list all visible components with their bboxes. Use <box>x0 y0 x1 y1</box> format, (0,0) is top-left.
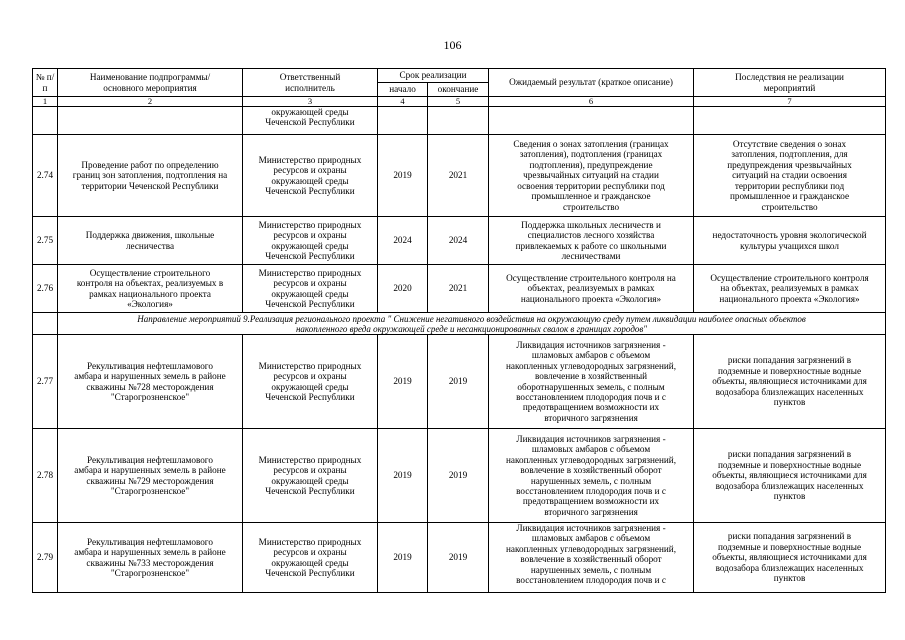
cell-end: 2019 <box>428 523 489 593</box>
cell-num: 2.79 <box>33 523 58 593</box>
cell-end: 2019 <box>428 335 489 429</box>
cell-responsible: Министерство природных ресурсов и охраны окружающей среды Чеченской Республики <box>243 523 378 593</box>
cell-consequences: Отсутствие сведения о зонах затопления, подтопления, для предупреждения чрезвычайных ситуаций на стадии освоения территории республики под промышленное и гражданское строительство <box>694 135 886 217</box>
col-number: 2 <box>58 97 243 107</box>
cell-num: 2.76 <box>33 265 58 313</box>
cell-responsible: Министерство природных ресурсов и охраны окружающей среды Чеченской Республики <box>243 429 378 523</box>
cell-name: Проведение работ по определению границ зон затопления, подтопления на территории Чеченской Республики <box>58 135 243 217</box>
header-name: Наименование подпрограммы/ основного мероприятия <box>58 69 243 97</box>
cell-result: Ликвидация источников загрязнения - шламовых амбаров с объемом накопленных углеводородных загрязнений, вовлечение в хозяйственный оборот нарушенных земель, с полным восстановлением плодородия почв и с <box>489 523 694 593</box>
cell-name: Рекультивация нефтешламового амбара и нарушенных земель в районе скважины №728 месторождения "Старогрозненское" <box>58 335 243 429</box>
section-heading: Направление мероприятий 9.Реализация регионального проекта " Снижение негативного воздействия на окружающую среду путем ликвидации наиболее опасных объектов накопленного вреда окружающей среде и несанкционированных свалок в границах городов" <box>58 313 886 335</box>
table-row <box>33 335 886 429</box>
cell-responsible: Министерство природных ресурсов и охраны окружающей среды Чеченской Республики <box>243 335 378 429</box>
header-start: начало <box>378 83 428 97</box>
cell-consequences: Осуществление строительного контроля на объектах, реализуемых в рамках национального проекта «Экология» <box>694 265 886 313</box>
cell-consequences: риски попадания загрязнений в подземные и поверхностные водные объекты, являющиеся источниками для водозабора близлежащих населенных пунктов <box>694 429 886 523</box>
header-result: Ожидаемый результат (краткое описание) <box>489 69 694 97</box>
col-number: 4 <box>378 97 428 107</box>
cell-num: 2.77 <box>33 335 58 429</box>
header-period: Срок реализации <box>378 69 489 83</box>
cell-name: Осуществление строительного контроля на объектах, реализуемых в рамках национального проекта «Экология» <box>58 265 243 313</box>
cell-end: 2024 <box>428 217 489 265</box>
cell-num: 2.75 <box>33 217 58 265</box>
cell-result: Осуществление строительного контроля на объектах, реализуемых в рамках национального проекта «Экология» <box>489 265 694 313</box>
cell-name: Рекультивация нефтешламового амбара и нарушенных земель в районе скважины №729 месторождения "Старогрозненское" <box>58 429 243 523</box>
cell-start: 2024 <box>378 217 428 265</box>
cell-end: 2021 <box>428 265 489 313</box>
cell-name: Поддержка движения, школьные лесничества <box>58 217 243 265</box>
col-number: 3 <box>243 97 378 107</box>
cell-consequences: риски попадания загрязнений в подземные и поверхностные водные объекты, являющиеся источниками для водозабора близлежащих населенных пунктов <box>694 335 886 429</box>
cell-consequences: риски попадания загрязнений в подземные и поверхностные водные объекты, являющиеся источниками для водозабора близлежащих населенных пунктов <box>694 523 886 593</box>
table-row <box>33 523 886 593</box>
table-row <box>33 135 886 217</box>
col-number: 7 <box>694 97 886 107</box>
cell-result: Поддержка школьных лесничеств и специалистов лесного хозяйства привлекаемых к работе со школьными лесничествами <box>489 217 694 265</box>
col-number: 1 <box>33 97 58 107</box>
cell-start: 2019 <box>378 335 428 429</box>
column-number-row <box>33 97 886 107</box>
cell-responsible: Министерство природных ресурсов и охраны окружающей среды Чеченской Республики <box>243 265 378 313</box>
cell-start: 2019 <box>378 429 428 523</box>
col-number: 6 <box>489 97 694 107</box>
cell-consequences: недостаточность уровня экологической культуры учащихся школ <box>694 217 886 265</box>
table-row-continuation <box>33 107 886 135</box>
table-row <box>33 265 886 313</box>
header-responsible: Ответственный исполнитель <box>243 69 378 97</box>
cell-responsible: Министерство природных ресурсов и охраны окружающей среды Чеченской Республики <box>243 135 378 217</box>
measures-table <box>32 68 886 593</box>
cell-num: 2.74 <box>33 135 58 217</box>
cell-result: Ликвидация источников загрязнения - шламовых амбаров с объемом накопленных углеводородных загрязнений, вовлечение в хозяйственный оборотнарушенных земель, с полным восстановлением плодородия почв и с предотвращением возможности их вторичного загрязнения <box>489 335 694 429</box>
header-num: № п/п <box>33 69 58 97</box>
cell-result: Сведения о зонах затопления (границах затопления), подтопления (границах подтопления), предупреждение чрезвычайных ситуаций на стадии освоения территории республики под промышленное и гражданское строительство <box>489 135 694 217</box>
cell-end: 2019 <box>428 429 489 523</box>
cell-end: 2021 <box>428 135 489 217</box>
header-consequences: Последствия не реализации мероприятий <box>694 69 886 97</box>
cell-responsible: окружающей среды Чеченской Республики <box>243 107 378 135</box>
cell-start: 2019 <box>378 523 428 593</box>
section-heading-row <box>33 313 886 335</box>
page-number: 106 <box>443 38 462 52</box>
table-row <box>33 217 886 265</box>
cell-responsible: Министерство природных ресурсов и охраны окружающей среды Чеченской Республики <box>243 217 378 265</box>
header-end: окончание <box>428 83 489 97</box>
header-row-1 <box>33 69 886 83</box>
cell-name: Рекультивация нефтешламового амбара и нарушенных земель в районе скважины №733 месторождения "Старогрозненское" <box>58 523 243 593</box>
cell-result: Ликвидация источников загрязнения - шламовых амбаров с объемом накопленных углеводородных загрязнений, вовлечение в хозяйственный оборот нарушенных земель, с полным восстановлением плодородия почв и с предотвращением возможности их вторичного загрязнения <box>489 429 694 523</box>
table-row <box>33 429 886 523</box>
cell-num: 2.78 <box>33 429 58 523</box>
col-number: 5 <box>428 97 489 107</box>
cell-start: 2019 <box>378 135 428 217</box>
cell-start: 2020 <box>378 265 428 313</box>
